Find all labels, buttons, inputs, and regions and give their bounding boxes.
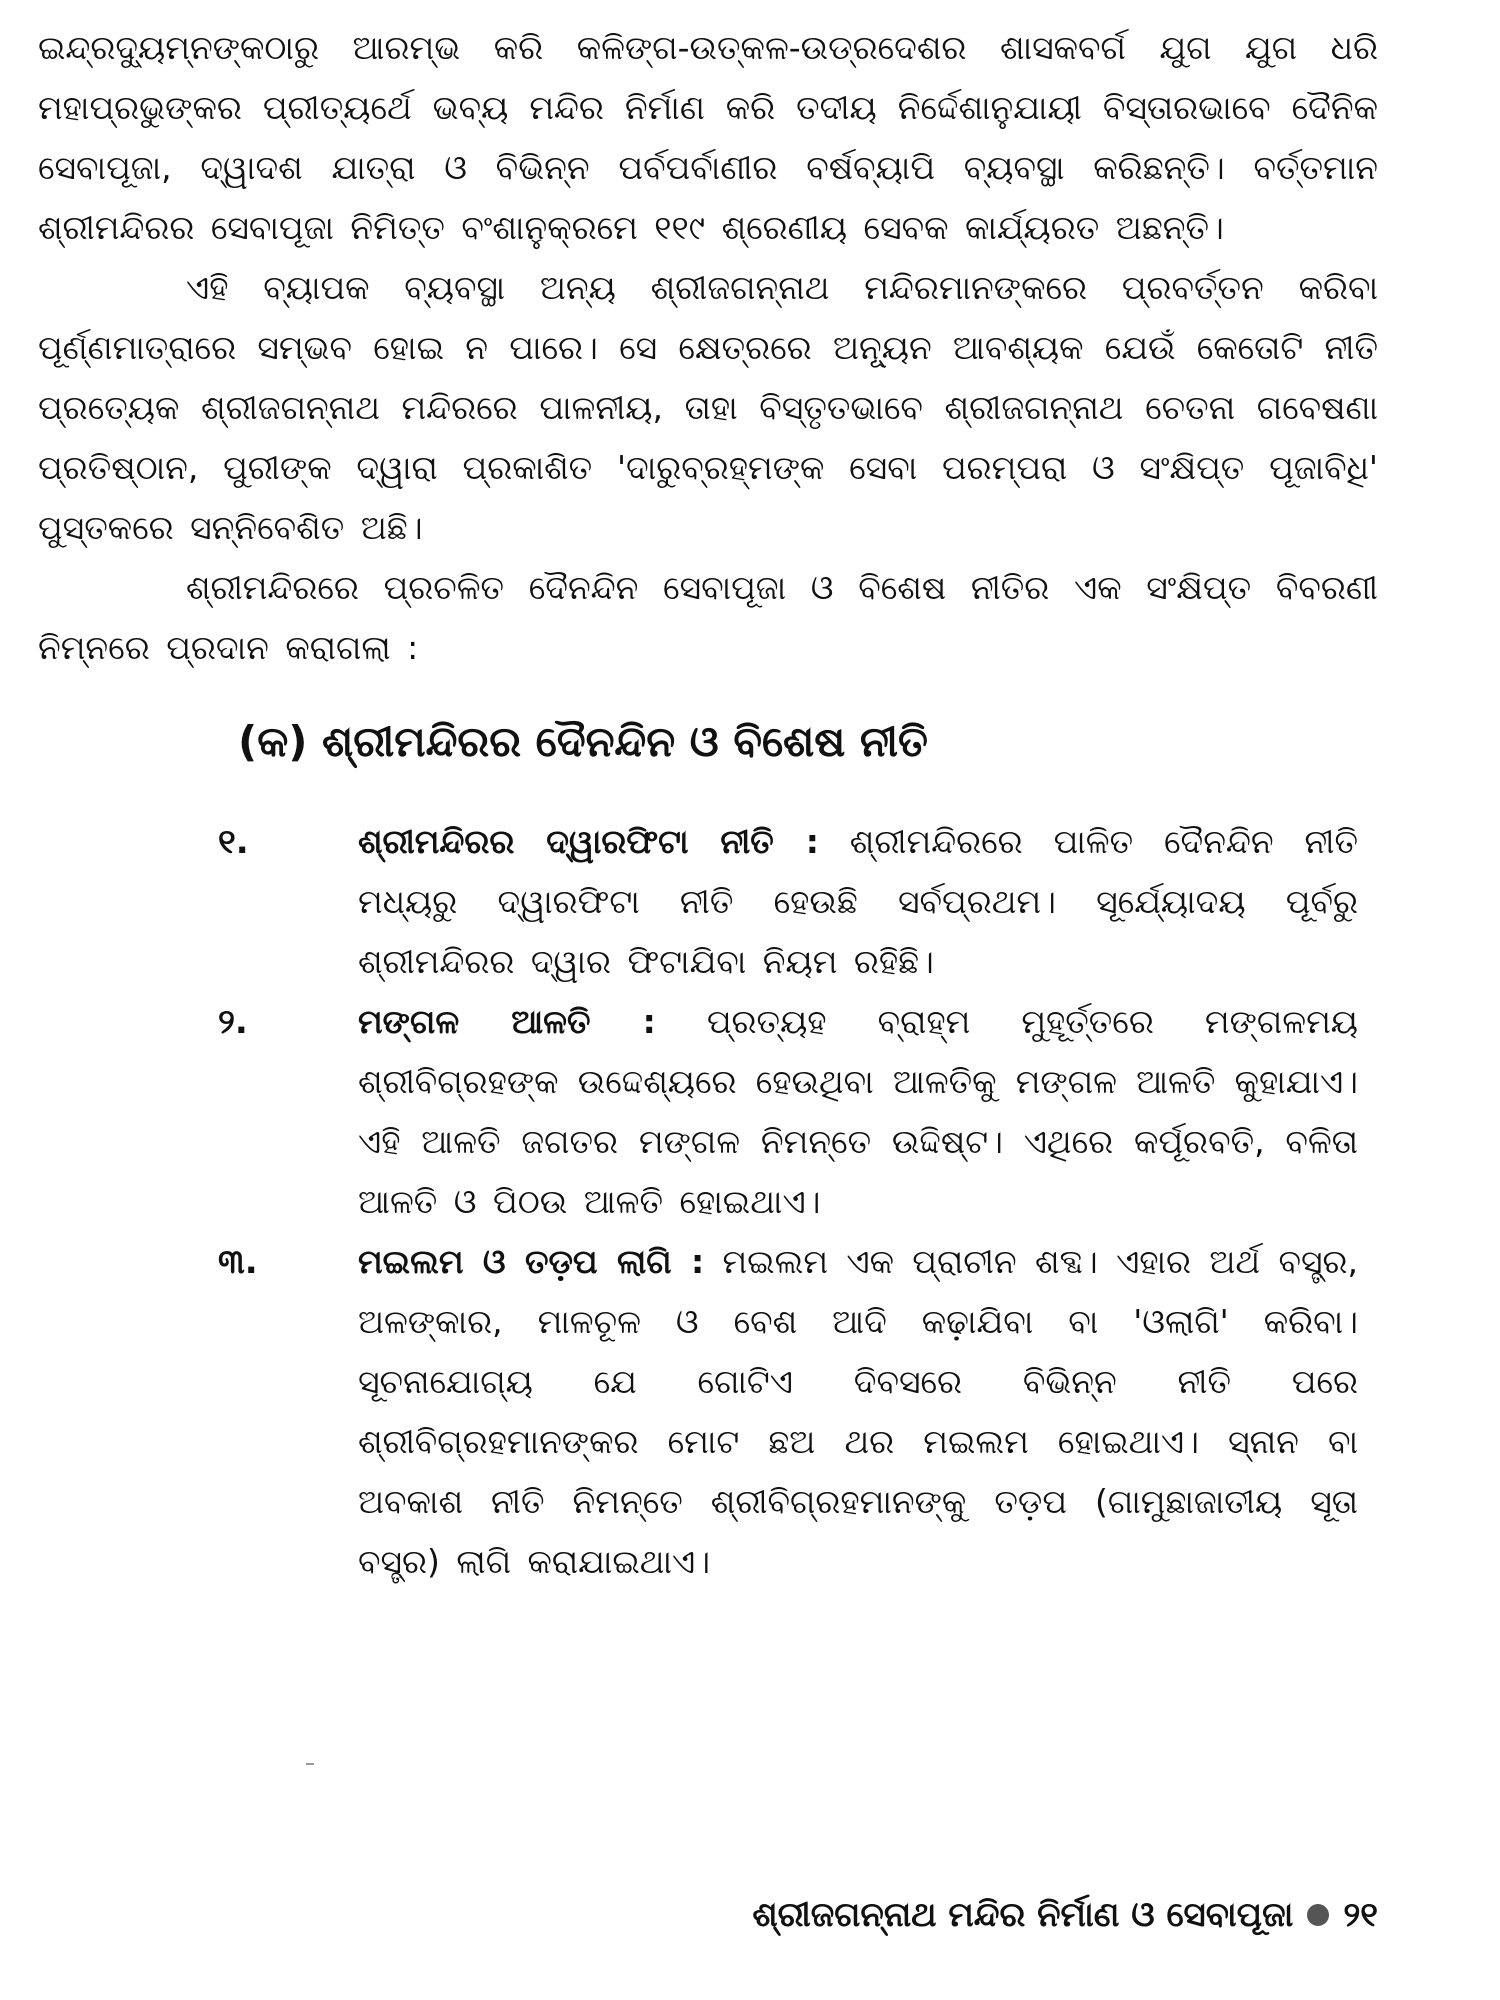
item-number: ୧. [218, 822, 249, 862]
intro-paragraph-3: ଶ୍ରୀମନ୍ଦିରରେ ପ୍ରଚଳିତ ଦୈନନ୍ଦିନ ସେବାପୂଜା ଓ ବିଶେଷ ନୀତିର ଏକ ସଂକ୍ଷିପ୍ତ ବିବରଣୀ ନିମ୍ନରେ ପ୍ରଦାନ କରାଗଲା : [38, 568, 1378, 667]
bullet-dot-icon [1307, 1904, 1329, 1926]
item-text: ଶ୍ରୀମନ୍ଦିରରେ ପାଳିତ ଦୈନନ୍ଦିନ ନୀତି ମଧ୍ୟରୁ ଦ୍ୱାରଫିଟା ନୀତି ହେଉଛି ସର୍ବପ୍ରଥମ। ସୂର୍ଯ୍ୟୋଦୟ ପୂର୍ବରୁ ଶ୍ରୀମନ୍ଦିରର ଦ୍ୱାର ଫିଟାଯିବା ନିୟମ ରହିଛି। [358, 822, 1358, 981]
print-speck [306, 1763, 314, 1765]
list-item [38, 992, 1378, 1232]
item-body [358, 1232, 1378, 1592]
item-title: ମଇଲମ ଓ ତଡ଼ପ ଲାଗି : [358, 1242, 705, 1281]
page-number: ୨୧ [1343, 1895, 1378, 1935]
list-item [38, 812, 1378, 992]
intro-paragraph-2: ଏହି ବ୍ୟାପକ ବ୍ୟବସ୍ଥା ଅନ୍ୟ ଶ୍ରୀଜଗନ୍ନାଥ ମନ୍ଦିରମାନଙ୍କରେ ପ୍ରବର୍ତ୍ତନ କରିବା ପୂର୍ଣ୍ଣମାତ୍ରାରେ ସମ୍ଭବ ହୋଇ ନ ପାରେ। ସେ କ୍ଷେତ୍ରରେ ଅନ୍ୟୂନ ଆବଶ୍ୟକ ଯେଉଁ କେତୋଟି ନୀତି ପ୍ରତ୍ୟେକ ଶ୍ରୀଜଗନ୍ନାଥ ମନ୍ଦିରରେ ପାଳନୀୟ, ତାହା ବିସ୍ତୃତଭାବେ ଶ୍ରୀଜଗନ୍ନାଥ ଚେତନା ଗବେଷଣା ପ୍ରତିଷ୍ଠାନ, ପୁରୀଙ୍କ ଦ୍ୱାରା ପ୍ରକାଶିତ 'ଦାରୁବ୍ରହ୍ମଙ୍କ ସେବା ପରମ୍ପରା ଓ ସଂକ୍ଷିପ୍ତ ପୂଜାବିଧି' ପୁସ୍ତକରେ ସନ୍ନିବେଶିତ ଅଛି। [38, 268, 1378, 547]
item-text: ପ୍ରତ୍ୟହ ବ୍ରାହ୍ମ ମୁହୂର୍ତ୍ତରେ ମଙ୍ଗଳମୟ ଶ୍ରୀବିଗ୍ରହଙ୍କ ଉଦ୍ଦେଶ୍ୟରେ ହେଉଥିବା ଆଳତିକୁ ମଙ୍ଗଳ ଆଳତି କୁହାଯାଏ। ଏହି ଆଳତି ଜଗତର ମଙ୍ଗଳ ନିମନ୍ତେ ଉଦ୍ଦିଷ୍ଟ। ଏଥିରେ କର୍ପୂରବତି, ବଳିତା ଆଳତି ଓ ପିଠଉ ଆଳତି ହୋଇଥାଏ। [358, 1002, 1358, 1221]
item-title: ମଙ୍ଗଳ ଆଳତି : [358, 1002, 656, 1041]
footer-book-title: ଶ୍ରୀଜଗନ୍ନାଥ ମନ୍ଦିର ନିର୍ମାଣ ଓ ସେବାପୂଜା [752, 1895, 1294, 1935]
rituals-list [38, 812, 1378, 1592]
item-number: ୨. [218, 1002, 248, 1042]
intro-paragraph-1: ଇନ୍ଦ୍ରଦ୍ୟୁମ୍ନଙ୍କଠାରୁ ଆରମ୍ଭ କରି କଳିଙ୍ଗ-ଉତ୍କଳ-ଉଡ୍ରଦେଶର ଶାସକବର୍ଗ ଯୁଗ ଯୁଗ ଧରି ମହାପ୍ରଭୁଙ୍କର ପ୍ରୀତ୍ୟର୍ଥେ ଭବ୍ୟ ମନ୍ଦିର ନିର୍ମାଣ କରି ତଦୀୟ ନିର୍ଦ୍ଦେଶାନୁଯାୟୀ ବିସ୍ତାରଭାବେ ଦୈନିକ ସେବାପୂଜା, ଦ୍ୱାଦଶ ଯାତ୍ରା ଓ ବିଭିନ୍ନ ପର୍ବପର୍ବାଣୀର ବର୍ଷବ୍ୟାପି ବ୍ୟବସ୍ଥା କରିଛନ୍ତି। ବର୍ତ୍ତମାନ ଶ୍ରୀମନ୍ଦିରର ସେବାପୂଜା ନିମିତ୍ତ ବଂଶାନୁକ୍ରମେ ୧୧୯ ଶ୍ରେଣୀୟ ସେବକ କାର୍ଯ୍ୟରତ ଅଛନ୍ତି। [38, 28, 1378, 247]
item-title: ଶ୍ରୀମନ୍ଦିରର ଦ୍ୱାରଫିଟା ନୀତି : [358, 822, 819, 861]
section-heading: (କ) ଶ୍ରୀମନ୍ଦିରର ଦୈନନ୍ଦିନ ଓ ବିଶେଷ ନୀତି [238, 717, 928, 766]
page-footer [752, 1890, 1378, 1940]
item-body [358, 812, 1378, 992]
book-page [38, 18, 1378, 1978]
item-body [358, 992, 1378, 1232]
item-text: ମଇଲମ ଏକ ପ୍ରାଚୀନ ଶବ୍ଦ। ଏହାର ଅର୍ଥ ବସ୍ତ୍ର, ଅଳଙ୍କାର, ମାଳଚୂଳ ଓ ବେଶ ଆଦି କଢ଼ାଯିବା ବା 'ଓଲାଗି' କରିବା। ସୂଚନାଯୋଗ୍ୟ ଯେ ଗୋଟିଏ ଦିବସରେ ବିଭିନ୍ନ ନୀତି ପରେ ଶ୍ରୀବିଗ୍ରହମାନଙ୍କର ମୋଟ ଛଅ ଥର ମଇଲମ ହୋଇଥାଏ। ସ୍ନାନ ବା ଅବକାଶ ନୀତି ନିମନ୍ତେ ଶ୍ରୀବିଗ୍ରହମାନଙ୍କୁ ତଡ଼ପ (ଗାମୁଛାଜାତୀୟ ସୂତା ବସ୍ତ୍ର) ଲାଗି କରାଯାଇଥାଏ। [358, 1242, 1358, 1581]
item-number: ୩. [218, 1242, 258, 1282]
list-item [38, 1232, 1378, 1592]
